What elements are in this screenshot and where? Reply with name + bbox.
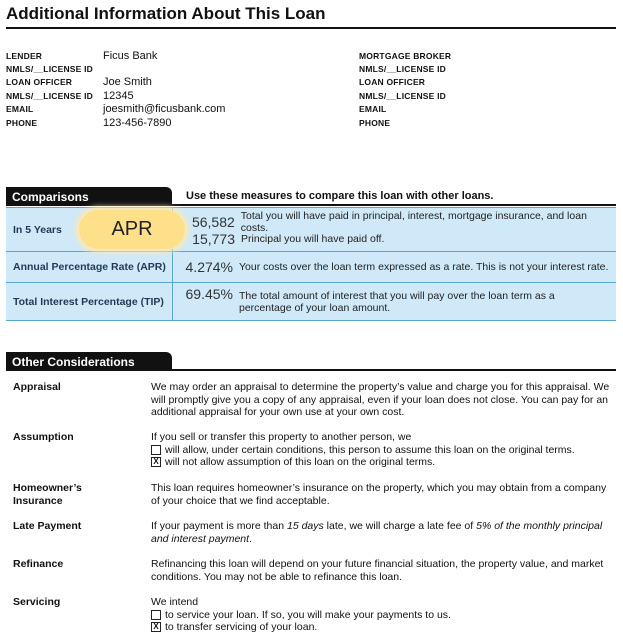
assumption-not-allow-text: will not allow assumption of this loan on the original terms. <box>165 456 436 468</box>
assumption-label: Assumption <box>13 431 74 443</box>
email-row: EMAIL joesmith@ficusbank.com <box>6 103 226 116</box>
lender-block <box>6 49 226 129</box>
comparisons-rule <box>6 204 616 206</box>
other-considerations-rule <box>6 369 616 371</box>
lender-row: LENDER Ficus Bank <box>6 49 158 62</box>
in5years-total-desc: Total you will have paid in principal, interest, mortgage insurance, and loan costs. <box>240 209 587 234</box>
other-considerations-heading: Other Considerations <box>6 352 172 371</box>
broker-officer-nmls-row: NMLS/__LICENSE ID <box>359 90 446 101</box>
broker-officer-row: LOAN OFFICER <box>359 77 426 88</box>
broker-block <box>359 49 451 129</box>
appraisal-text: We may order an appraisal to determine the property’s value and charge you for this appraisal. We will promptly give you a copy of any appraisal, even if your loan does not close. You can pay for an additional appraisal for your own use at your own cost. <box>151 381 610 418</box>
assumption-not-allow-checkbox[interactable]: X <box>151 457 161 467</box>
insurance-text: This loan requires homeowner’s insurance on the property, which you may obtain from a company of your choice that we find acceptable. <box>151 482 607 507</box>
assumption-allow-checkbox[interactable] <box>151 445 161 455</box>
apr-row <box>6 252 616 283</box>
servicing-transfer-checkbox[interactable]: X <box>151 622 161 632</box>
refinance-text: Refinancing this loan will depend on your future financial situation, the property value, and market conditions. You may not be able to refinance this loan. <box>151 558 604 583</box>
in5years-label: In 5 Years <box>6 208 173 251</box>
servicing-service-checkbox[interactable] <box>151 610 161 620</box>
late-payment-label: Late Payment <box>13 520 82 532</box>
tip-row <box>6 283 616 321</box>
broker-row: MORTGAGE BROKER <box>359 50 452 61</box>
lender-nmls-row: NMLS/__LICENSE ID <box>6 64 93 75</box>
page-title: Additional Information About This Loan <box>6 4 326 23</box>
assumption-allow-text: will allow, under certain conditions, this person to assume this loan on the original terms. <box>165 443 575 456</box>
comparisons-heading: Comparisons <box>6 187 172 206</box>
servicing-intro: We intend <box>151 596 199 608</box>
refinance-label: Refinance <box>13 558 64 570</box>
apr-amount: 4.274% <box>185 259 233 275</box>
insurance-label: Homeowner’s Insurance <box>13 482 82 507</box>
servicing-service-text: to service your loan. If so, you will make your payments to us. <box>165 608 451 621</box>
tip-desc-line2: percentage of your loan amount. <box>239 302 391 314</box>
officer-nmls-row: NMLS/__LICENSE ID 12345 <box>6 89 134 102</box>
in5years-total-amount: 56,582 <box>191 213 235 230</box>
apr-label: Annual Percentage Rate (APR) <box>6 252 173 282</box>
apr-badge: APR <box>79 210 185 249</box>
tip-amount: 69.45% <box>185 286 233 302</box>
apr-desc: Your costs over the loan term expressed as a rate. This is not your interest rate. <box>239 261 609 273</box>
late-payment-text: If your payment is more than 15 days late, we will charge a late fee of 5% of the monthly principal and interest payment. <box>151 520 603 545</box>
loan-officer-row: LOAN OFFICER Joe Smith <box>6 76 152 89</box>
in5years-principal-desc: Principal you will have paid off. <box>241 232 385 245</box>
servicing-transfer-text: to transfer servicing of your loan. <box>165 621 318 633</box>
broker-phone-row: PHONE <box>359 117 391 128</box>
phone-row: PHONE 123-456-7890 <box>6 116 172 129</box>
broker-email-row: EMAIL <box>359 104 387 115</box>
appraisal-label: Appraisal <box>13 381 61 393</box>
broker-nmls-row: NMLS/__LICENSE ID <box>359 64 446 75</box>
assumption-intro: If you sell or transfer this property to another person, we <box>151 431 412 443</box>
comparisons-subtitle: Use these measures to compare this loan with other loans. <box>186 190 494 202</box>
tip-label: Total Interest Percentage (TIP) <box>6 283 173 320</box>
servicing-label: Servicing <box>13 596 61 608</box>
in5years-principal-amount: 15,773 <box>192 230 235 247</box>
tip-desc-line1: The total amount of interest that you will pay over the loan term as a <box>239 290 555 302</box>
title-rule <box>6 27 616 29</box>
